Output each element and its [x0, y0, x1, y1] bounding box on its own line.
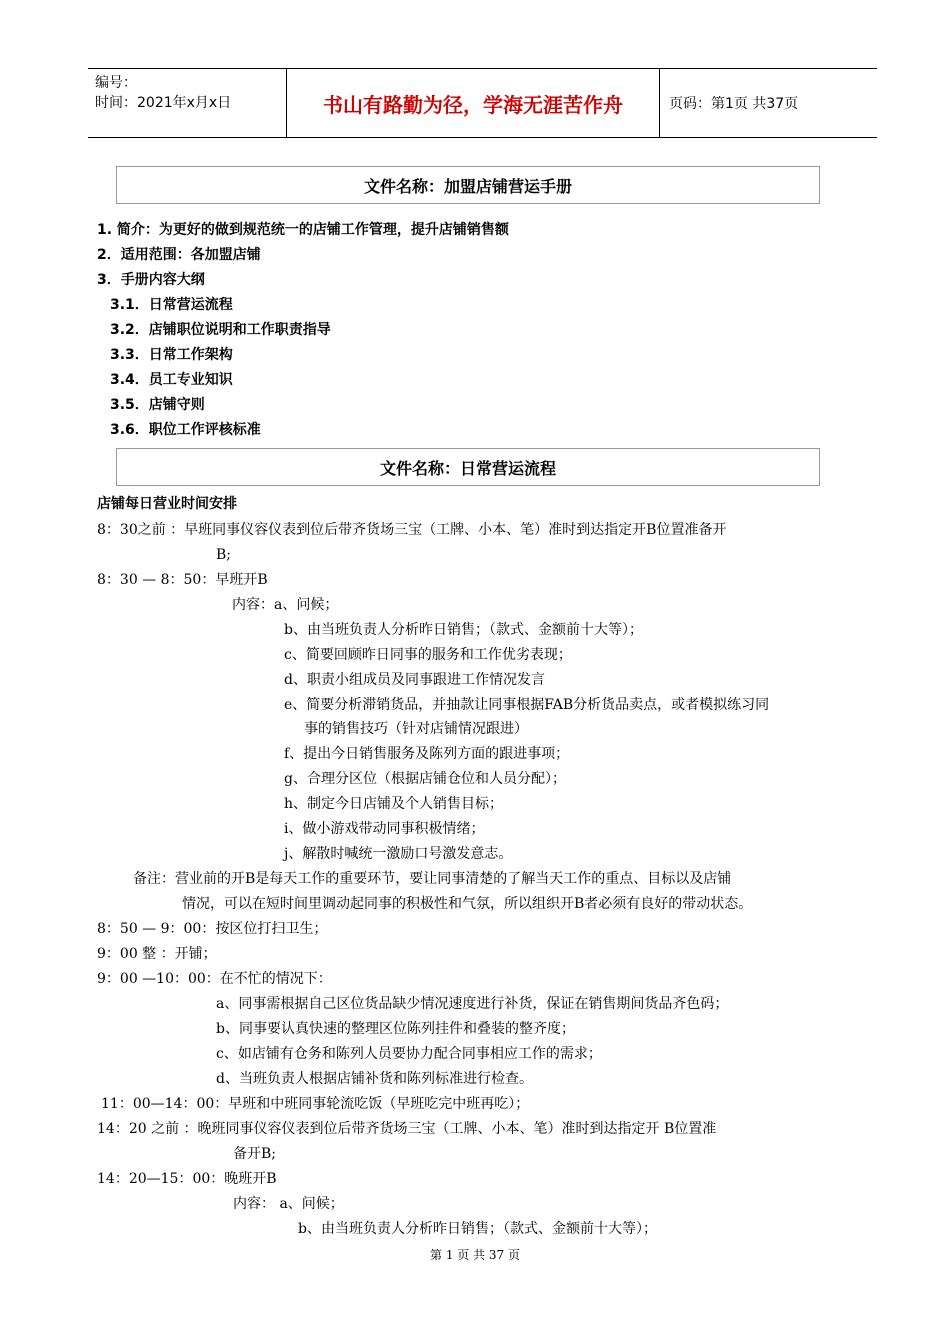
- schedule-line: 8：30 — 8：50：早班开B: [97, 572, 268, 588]
- schedule-line: 8：50 — 9：00：按区位打扫卫生；: [97, 921, 328, 937]
- outline-item: 3.1．日常营运流程: [110, 297, 233, 313]
- schedule-line: b、由当班负责人分析昨日销售；（款式、金额前十大等）；: [298, 1221, 657, 1237]
- schedule-line: d、职责小组成员及同事跟进工作情况发言: [284, 672, 545, 688]
- intro-line: 1. 简介：为更好的做到规范统一的店铺工作管理，提升店铺销售额: [97, 222, 509, 238]
- schedule-line: b、同事要认真快速的整理区位陈列挂件和叠装的整齐度；: [216, 1021, 575, 1037]
- schedule-line: e、简要分析滞销货品，并抽款让同事根据FAB分析货品卖点，或者模拟练习同: [284, 697, 770, 713]
- schedule-line: 14：20—15：00：晚班开B: [97, 1171, 277, 1187]
- schedule-line: c、如店铺有仓务和陈列人员要协力配合同事相应工作的需求；: [216, 1046, 602, 1062]
- schedule-line: j、解散时喊统一激励口号激发意志。: [284, 846, 513, 862]
- header-number: 编号：: [95, 75, 137, 91]
- schedule-line: a、同事需根据自己区位货品缺少情况速度进行补货，保证在销售期间货品齐色码；: [216, 996, 729, 1012]
- schedule-line: 内容： a、问候；: [233, 1196, 344, 1212]
- schedule-line: B;: [216, 547, 232, 563]
- schedule-line: 14：20 之前 ：晚班同事仪容仪表到位后带齐货场三宝（工牌、小本、笔）准时到达指定开 B位置准: [97, 1121, 717, 1137]
- page-header: [88, 68, 877, 138]
- schedule-line: b、由当班负责人分析昨日销售；（款式、金额前十大等）；: [284, 622, 643, 638]
- outline-item: 3.3．日常工作架构: [110, 347, 233, 363]
- schedule-line: 11：00—14：00：早班和中班同事轮流吃饭（早班吃完中班再吃）；: [101, 1096, 530, 1112]
- schedule-line: 9：00 —10：00：在不忙的情况下：: [97, 971, 332, 987]
- schedule-line: f、提出今日销售服务及陈列方面的跟进事项；: [284, 746, 570, 762]
- outline-item: 3.6．职位工作评核标准: [110, 422, 261, 438]
- outline-item: 3.4．员工专业知识: [110, 372, 233, 388]
- schedule-line: c、简要回顾昨日同事的服务和工作优劣表现；: [284, 647, 572, 663]
- intro-line: 2．适用范围：各加盟店铺: [97, 247, 261, 263]
- section-title: 文件名称：日常营运流程: [116, 448, 820, 486]
- page-footer: 第 1 页 共 37 页: [430, 1248, 520, 1262]
- outline-item: 3.2．店铺职位说明和工作职责指导: [110, 322, 331, 338]
- note-line: 情况，可以在短时间里调动起同事的积极性和气氛，所以组织开B者必须有良好的带动状态。: [182, 896, 753, 912]
- intro-line: 3．手册内容大纲: [97, 272, 205, 288]
- note-line: 备注：营业前的开B是每天工作的重要环节，要让同事清楚的了解当天工作的重点、目标以及店铺: [133, 871, 732, 887]
- outline-item: 3.5．店铺守则: [110, 397, 205, 413]
- header-divider: [659, 69, 660, 137]
- header-time: 时间：2021年x月x日: [95, 95, 232, 111]
- schedule-line: 8：30之前 ：早班同事仪容仪表到位后带齐货场三宝（工牌、小本、笔）准时到达指定开B位置准备开: [97, 522, 727, 538]
- header-motto: 书山有路勤为径，学海无涯苦作舟: [323, 92, 623, 117]
- schedule-line: 内容：a、问候；: [232, 597, 339, 613]
- schedule-line: g、合理分区位（根据店铺仓位和人员分配）；: [284, 771, 566, 787]
- document-title: 文件名称：加盟店铺营运手册: [116, 166, 820, 204]
- schedule-line: 备开B;: [233, 1146, 277, 1162]
- schedule-line: 事的销售技巧（针对店铺情况跟进）: [304, 721, 528, 737]
- schedule-line: h、制定今日店铺及个人销售目标；: [284, 796, 504, 812]
- header-page-info: 页码：第1页 共37页: [669, 96, 799, 112]
- header-meta: [95, 73, 285, 113]
- schedule-line: d、当班负责人根据店铺补货和陈列标准进行检查。: [216, 1071, 533, 1087]
- schedule-line: i、做小游戏带动同事积极情绪；: [284, 821, 485, 837]
- schedule-line: 9：00 整 ：开铺；: [97, 946, 217, 962]
- section-heading: 店铺每日营业时间安排: [97, 496, 237, 512]
